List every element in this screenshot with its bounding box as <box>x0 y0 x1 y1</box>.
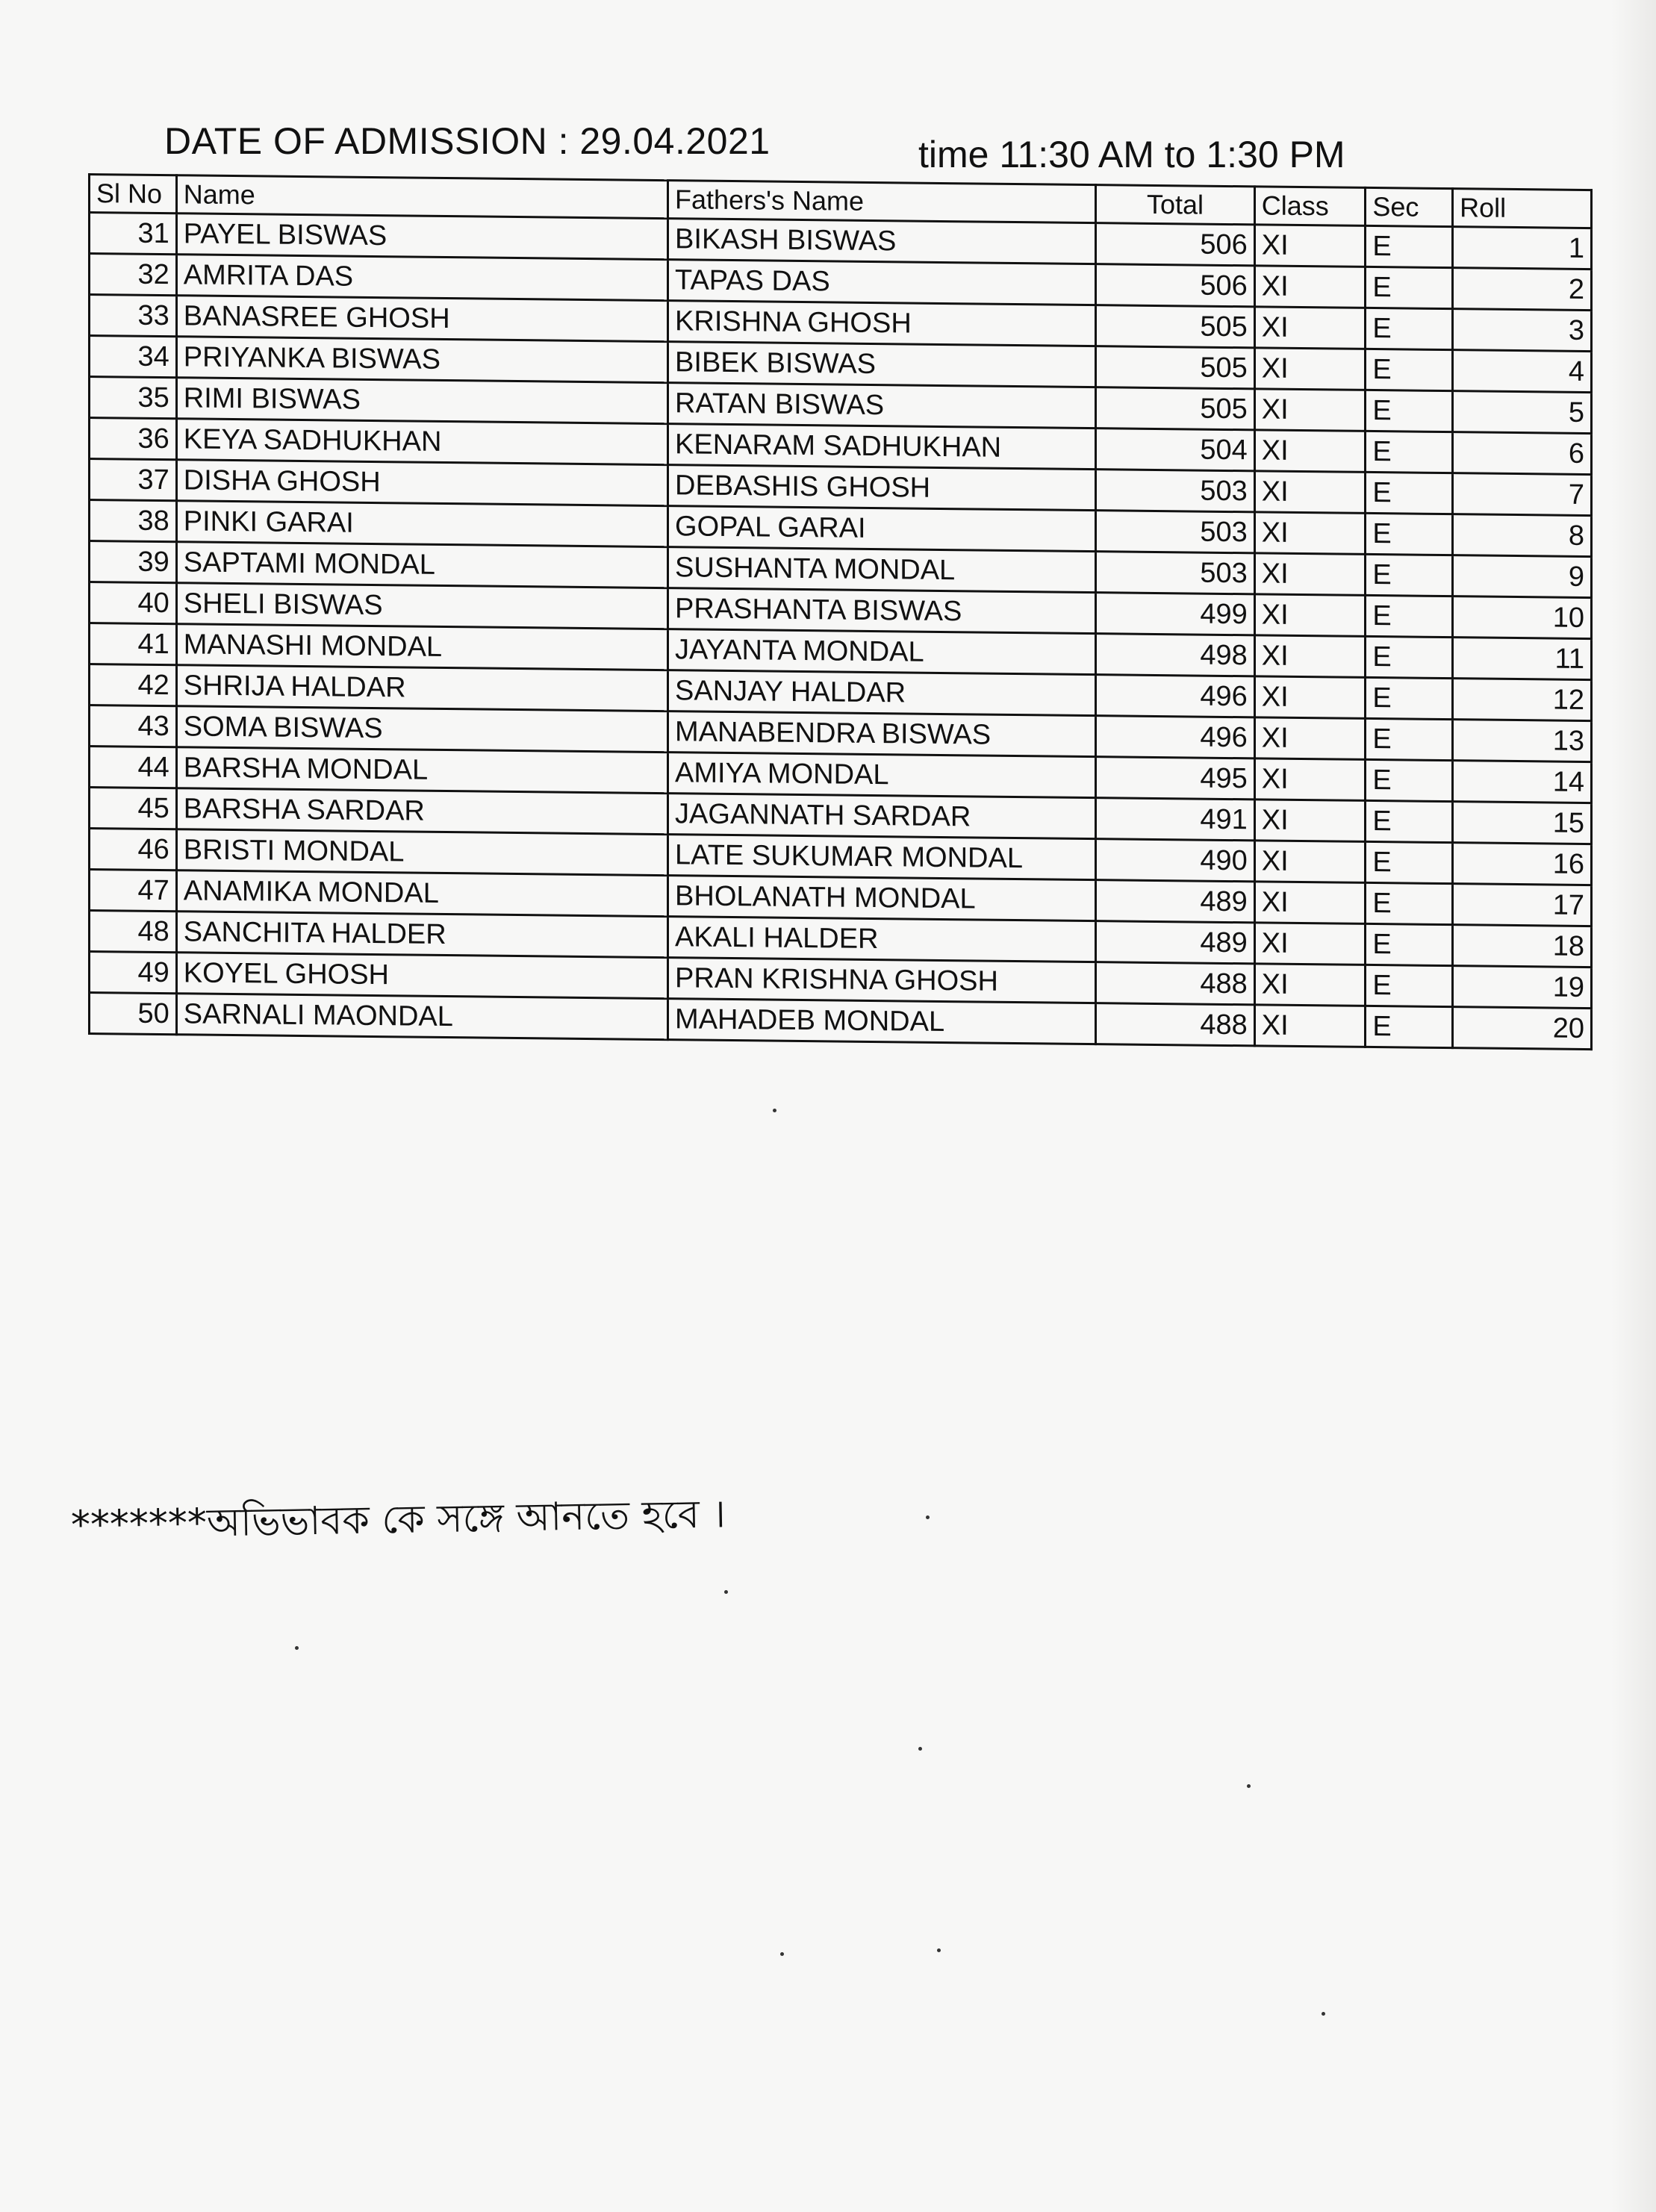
cell-sec: E <box>1366 431 1453 473</box>
cell-total: 496 <box>1096 716 1254 758</box>
cell-roll: 18 <box>1453 925 1592 968</box>
cell-fathers-name: AMIYA MONDAL <box>668 753 1096 798</box>
cell-fathers-name: BIBEK BISWAS <box>668 342 1096 387</box>
cell-fathers-name: DEBASHIS GHOSH <box>668 465 1096 511</box>
cell-roll: 13 <box>1453 720 1592 762</box>
cell-sec: E <box>1366 267 1453 308</box>
cell-class: XI <box>1254 307 1366 349</box>
cell-total: 505 <box>1096 387 1254 430</box>
cell-class: XI <box>1254 553 1366 596</box>
column-header-class: Class <box>1254 187 1366 226</box>
cell-sec: E <box>1366 1006 1453 1047</box>
cell-total: 488 <box>1096 1003 1254 1046</box>
cell-total: 490 <box>1096 839 1254 882</box>
paper-speck <box>1247 1784 1251 1788</box>
cell-total: 504 <box>1096 429 1254 471</box>
cell-fathers-name: KRISHNA GHOSH <box>668 301 1096 346</box>
cell-sec: E <box>1366 636 1453 678</box>
cell-name: BARSHA SARDAR <box>176 788 667 835</box>
cell-name: KEYA SADHUKHAN <box>176 419 667 465</box>
cell-name: SHELI BISWAS <box>176 583 667 629</box>
cell-roll: 4 <box>1453 350 1592 393</box>
paper-speck <box>773 1109 776 1112</box>
cell-class: XI <box>1254 800 1366 842</box>
cell-name: SANCHITA HALDER <box>176 912 667 958</box>
cell-sl-no: 37 <box>90 459 177 501</box>
date-of-admission: DATE OF ADMISSION : 29.04.2021 <box>164 120 771 162</box>
cell-sec: E <box>1366 923 1453 965</box>
cell-fathers-name: PRAN KRISHNA GHOSH <box>668 958 1096 1003</box>
cell-sl-no: 46 <box>90 829 177 870</box>
cell-sec: E <box>1366 882 1453 924</box>
cell-class: XI <box>1254 717 1366 760</box>
column-header-total: Total <box>1096 185 1254 225</box>
cell-sl-no: 43 <box>90 705 177 747</box>
cell-total: 488 <box>1096 962 1254 1005</box>
cell-class: XI <box>1254 882 1366 924</box>
cell-roll: 17 <box>1453 884 1592 926</box>
cell-class: XI <box>1254 923 1366 965</box>
cell-class: XI <box>1254 676 1366 719</box>
cell-sl-no: 45 <box>90 788 177 829</box>
cell-sl-no: 36 <box>90 418 177 460</box>
cell-roll: 6 <box>1453 432 1592 475</box>
admission-time: time 11:30 AM to 1:30 PM <box>918 134 1345 175</box>
paper-speck <box>926 1515 930 1519</box>
cell-class: XI <box>1254 225 1366 267</box>
cell-sec: E <box>1366 718 1453 760</box>
paper-speck <box>937 1948 941 1952</box>
cell-total: 499 <box>1096 593 1254 635</box>
cell-roll: 11 <box>1453 638 1592 680</box>
cell-name: BARSHA MONDAL <box>176 747 667 794</box>
paper-speck <box>295 1646 299 1650</box>
cell-class: XI <box>1254 594 1366 637</box>
cell-sec: E <box>1366 225 1453 267</box>
cell-sec: E <box>1366 595 1453 637</box>
cell-roll: 1 <box>1453 227 1592 270</box>
cell-fathers-name: MANABENDRA BISWAS <box>668 711 1096 757</box>
cell-sl-no: 50 <box>90 993 177 1035</box>
column-header-roll: Roll <box>1453 189 1592 228</box>
cell-sl-no: 33 <box>90 295 177 337</box>
cell-roll: 14 <box>1453 761 1592 803</box>
cell-total: 503 <box>1096 511 1254 553</box>
cell-name: BANASREE GHOSH <box>176 296 667 342</box>
cell-roll: 3 <box>1453 309 1592 352</box>
cell-roll: 2 <box>1453 268 1592 311</box>
cell-roll: 12 <box>1453 679 1592 721</box>
cell-name: MANASHI MONDAL <box>176 624 667 670</box>
cell-roll: 15 <box>1453 802 1592 844</box>
admission-list <box>88 173 1593 1050</box>
column-header-sl-no: Sl No <box>90 175 177 214</box>
cell-class: XI <box>1254 389 1366 432</box>
cell-total: 491 <box>1096 798 1254 841</box>
cell-roll: 16 <box>1453 843 1592 885</box>
cell-roll: 9 <box>1453 555 1592 598</box>
cell-sec: E <box>1366 677 1453 719</box>
cell-name: RIMI BISWAS <box>176 378 667 424</box>
cell-sec: E <box>1366 349 1453 390</box>
cell-sec: E <box>1366 554 1453 596</box>
cell-fathers-name: AKALI HALDER <box>668 917 1096 962</box>
cell-sl-no: 44 <box>90 747 177 788</box>
cell-sec: E <box>1366 759 1453 801</box>
cell-fathers-name: SUSHANTA MONDAL <box>668 547 1096 593</box>
cell-fathers-name: TAPAS DAS <box>668 260 1096 305</box>
cell-name: SOMA BISWAS <box>176 706 667 753</box>
paper-speck <box>724 1590 728 1594</box>
cell-sec: E <box>1366 800 1453 842</box>
cell-name: SHRIJA HALDAR <box>176 665 667 711</box>
cell-roll: 10 <box>1453 596 1592 639</box>
cell-class: XI <box>1254 471 1366 514</box>
cell-sl-no: 41 <box>90 623 177 665</box>
cell-name: SAPTAMI MONDAL <box>176 542 667 588</box>
cell-fathers-name: PRASHANTA BISWAS <box>668 588 1096 634</box>
cell-sec: E <box>1366 390 1453 432</box>
cell-fathers-name: JAYANTA MONDAL <box>668 629 1096 675</box>
cell-roll: 19 <box>1453 966 1592 1009</box>
cell-total: 495 <box>1096 757 1254 800</box>
cell-sec: E <box>1366 308 1453 349</box>
cell-total: 496 <box>1096 675 1254 717</box>
cell-roll: 20 <box>1453 1007 1592 1050</box>
guardian-note: *******অভিভাবক কে সঙ্গে আনতে হবে । <box>70 1492 726 1548</box>
cell-sl-no: 32 <box>90 254 177 296</box>
cell-sl-no: 47 <box>90 870 177 912</box>
cell-sl-no: 35 <box>90 377 177 419</box>
cell-sl-no: 40 <box>90 582 177 624</box>
page-edge-shadow <box>1611 0 1656 2212</box>
cell-fathers-name: LATE SUKUMAR MONDAL <box>668 835 1096 880</box>
cell-class: XI <box>1254 841 1366 883</box>
table-body <box>90 213 1592 1050</box>
cell-sl-no: 31 <box>90 213 177 255</box>
cell-fathers-name: GOPAL GARAI <box>668 506 1096 552</box>
cell-total: 489 <box>1096 921 1254 964</box>
cell-name: AMRITA DAS <box>176 255 667 301</box>
paper-speck <box>1322 2012 1325 2016</box>
admission-header <box>164 119 1404 179</box>
cell-total: 506 <box>1096 223 1254 266</box>
cell-total: 489 <box>1096 880 1254 923</box>
cell-sl-no: 39 <box>90 541 177 583</box>
cell-class: XI <box>1254 430 1366 473</box>
cell-name: DISHA GHOSH <box>176 460 667 506</box>
cell-name: PAYEL BISWAS <box>176 214 667 260</box>
cell-fathers-name: BHOLANATH MONDAL <box>668 876 1096 921</box>
cell-total: 506 <box>1096 264 1254 307</box>
admission-table <box>88 173 1593 1050</box>
cell-sec: E <box>1366 513 1453 555</box>
cell-total: 503 <box>1096 470 1254 512</box>
column-header-name: Name <box>176 175 667 219</box>
cell-roll: 8 <box>1453 514 1592 557</box>
cell-roll: 5 <box>1453 391 1592 434</box>
cell-sec: E <box>1366 841 1453 883</box>
cell-total: 505 <box>1096 346 1254 389</box>
cell-fathers-name: SANJAY HALDAR <box>668 670 1096 716</box>
paper-speck <box>918 1747 922 1751</box>
cell-name: KOYEL GHOSH <box>176 953 667 999</box>
cell-fathers-name: KENARAM SADHUKHAN <box>668 424 1096 470</box>
cell-class: XI <box>1254 348 1366 390</box>
cell-class: XI <box>1254 635 1366 678</box>
cell-fathers-name: JAGANNATH SARDAR <box>668 794 1096 839</box>
cell-name: BRISTI MONDAL <box>176 829 667 876</box>
column-header-sec: Sec <box>1366 187 1453 226</box>
cell-class: XI <box>1254 758 1366 801</box>
paper-speck <box>780 1952 784 1956</box>
cell-sl-no: 38 <box>90 500 177 542</box>
cell-fathers-name: BIKASH BISWAS <box>668 219 1096 264</box>
cell-name: SARNALI MAONDAL <box>176 994 667 1040</box>
cell-sl-no: 34 <box>90 336 177 378</box>
cell-class: XI <box>1254 1005 1366 1047</box>
cell-name: PRIYANKA BISWAS <box>176 337 667 383</box>
cell-fathers-name: MAHADEB MONDAL <box>668 999 1096 1044</box>
cell-name: ANAMIKA MONDAL <box>176 870 667 917</box>
cell-sl-no: 42 <box>90 664 177 706</box>
cell-total: 505 <box>1096 305 1254 348</box>
cell-sl-no: 49 <box>90 952 177 994</box>
column-header-fathers-name: Fathers's Name <box>668 181 1096 223</box>
cell-fathers-name: RATAN BISWAS <box>668 383 1096 429</box>
cell-sec: E <box>1366 472 1453 514</box>
cell-roll: 7 <box>1453 473 1592 516</box>
cell-sl-no: 48 <box>90 911 177 953</box>
cell-class: XI <box>1254 964 1366 1006</box>
cell-name: PINKI GARAI <box>176 501 667 547</box>
cell-class: XI <box>1254 512 1366 555</box>
cell-total: 503 <box>1096 552 1254 594</box>
cell-total: 498 <box>1096 634 1254 676</box>
cell-sec: E <box>1366 965 1453 1006</box>
cell-class: XI <box>1254 266 1366 308</box>
